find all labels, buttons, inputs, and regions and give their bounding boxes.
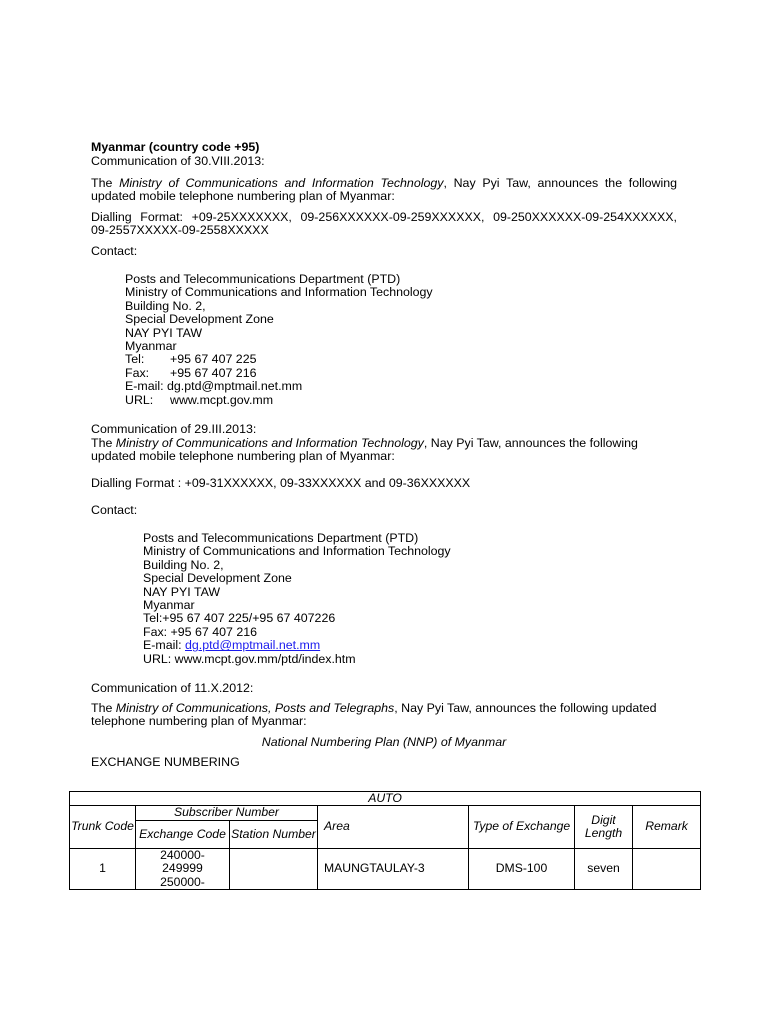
section-heading: EXCHANGE NUMBERING	[91, 755, 240, 769]
table-header-row	[70, 806, 701, 820]
remark-header: Remark	[633, 806, 701, 848]
comm2-address-line: Building No. 2,	[143, 557, 224, 572]
type-of-exchange-header: Type of Exchange	[469, 806, 575, 848]
table-row	[70, 848, 701, 889]
comm3-date: Communication of 11.X.2012:	[91, 681, 254, 695]
remark-cell	[633, 848, 701, 889]
comm2-address-line: Myanmar	[143, 598, 195, 613]
digit-length-header: Digit Length	[575, 806, 633, 848]
comm1-address-line: NAY PYI TAW	[125, 325, 203, 340]
comm1-url-line: URL: www.mcpt.gov.mm	[125, 392, 274, 407]
comm3-announcement: The Ministry of Communications, Posts and Telegraphs, Nay Pyi Taw, announces the following updated telephone numbering plan of Myanmar:	[91, 701, 657, 729]
comm2-contact-label: Contact:	[91, 503, 138, 517]
area-header: Area	[318, 806, 469, 848]
comm2-fax-line: Fax: +95 67 407 216	[143, 624, 258, 639]
comm2-ministry: Ministry of Communications and Information Technology	[115, 436, 424, 450]
comm1-date: Communication of 30.VIII.2013:	[91, 154, 265, 168]
comm1-fax: +95 67 407 216	[170, 365, 257, 380]
auto-group-header: AUTO	[70, 792, 701, 806]
comm2-url-line: URL: www.mcpt.gov.mm/ptd/index.htm	[143, 651, 356, 666]
comm2-address-line: Posts and Telecommunications Department (PTD)	[143, 531, 419, 545]
comm1-url: www.mcpt.gov.mm	[170, 392, 274, 407]
comm2-tel-line: Tel:+95 67 407 225/+95 67 407226	[143, 611, 336, 626]
comm2-address-line: NAY PYI TAW	[143, 584, 221, 599]
digit-length-cell: seven	[575, 848, 633, 889]
comm1-address-line: Building No. 2,	[125, 298, 206, 313]
trunk-code-cell: 1	[70, 848, 136, 889]
station-number-cell	[230, 848, 318, 889]
comm1-address-line: Myanmar	[125, 339, 177, 354]
comm1-email-line: E-mail: dg.ptd@mptmail.net.mm	[125, 379, 303, 394]
comm1-contact-label: Contact:	[91, 244, 138, 258]
comm2-address-line: Special Development Zone	[143, 571, 292, 586]
exchange-code-cell: 240000- 249999 250000-	[136, 848, 230, 889]
subscriber-number-header: Subscriber Number	[136, 806, 318, 820]
area-cell: MAUNGTAULAY-3	[318, 848, 469, 889]
comm1-tel: +95 67 407 225	[170, 352, 257, 367]
comm2-date: Communication of 29.III.2013:	[91, 422, 257, 436]
plan-title: National Numbering Plan (NNP) of Myanmar	[261, 735, 507, 749]
comm2-dialling-format: Dialling Format : +09-31XXXXXX, 09-33XXXXXX and 09-36XXXXXX	[91, 476, 471, 490]
comm1-address-line: Special Development Zone	[125, 312, 274, 327]
comm1-email: dg.ptd@mptmail.net.mm	[167, 379, 303, 394]
comm2-address-line: Ministry of Communications and Information Technology	[143, 544, 451, 559]
comm1-address-line: Posts and Telecommunications Department (PTD)	[125, 272, 401, 286]
comm2-contact-block	[143, 532, 451, 666]
comm1-fax-line: Fax: +95 67 407 216	[125, 365, 257, 380]
comm1-address-line: Ministry of Communications and Information Technology	[125, 285, 433, 300]
comm2-announcement: The Ministry of Communications and Information Technology, Nay Pyi Taw, announces the following updated mobile telephone numbering plan of Myanmar:	[91, 436, 638, 464]
numbering-table	[69, 791, 701, 890]
country-heading: Myanmar (country code +95)	[91, 140, 260, 154]
comm1-contact-block	[125, 273, 433, 407]
comm2-email-line: E-mail: dg.ptd@mptmail.net.mm	[143, 638, 321, 653]
comm1-ministry: Ministry of Communications and Information Technology	[119, 176, 444, 190]
comm1-tel-line: Tel: +95 67 407 225	[125, 352, 257, 367]
table-group-row	[70, 792, 701, 806]
exchange-code-header: Exchange Code	[136, 820, 230, 848]
trunk-code-header: Trunk Code	[70, 806, 136, 848]
comm3-ministry: Ministry of Communications, Posts and Telegraphs	[115, 701, 395, 715]
station-number-header: Station Number	[230, 820, 318, 848]
type-of-exchange-cell: DMS-100	[469, 848, 575, 889]
comm2-email-link[interactable]: dg.ptd@mptmail.net.mm	[185, 638, 321, 653]
comm1-announcement: The Ministry of Communications and Information Technology, Nay Pyi Taw, announces the following updated mobile telephone numbering plan of Myanmar:	[91, 176, 678, 204]
comm1-dialling-format: Dialling Format: +09-25XXXXXXX, 09-256XXXXXX-09-259XXXXXX, 09-250XXXXXX-09-254XXXXXX, 09-2557XXXXX-09-2558XXXXX	[91, 210, 677, 238]
